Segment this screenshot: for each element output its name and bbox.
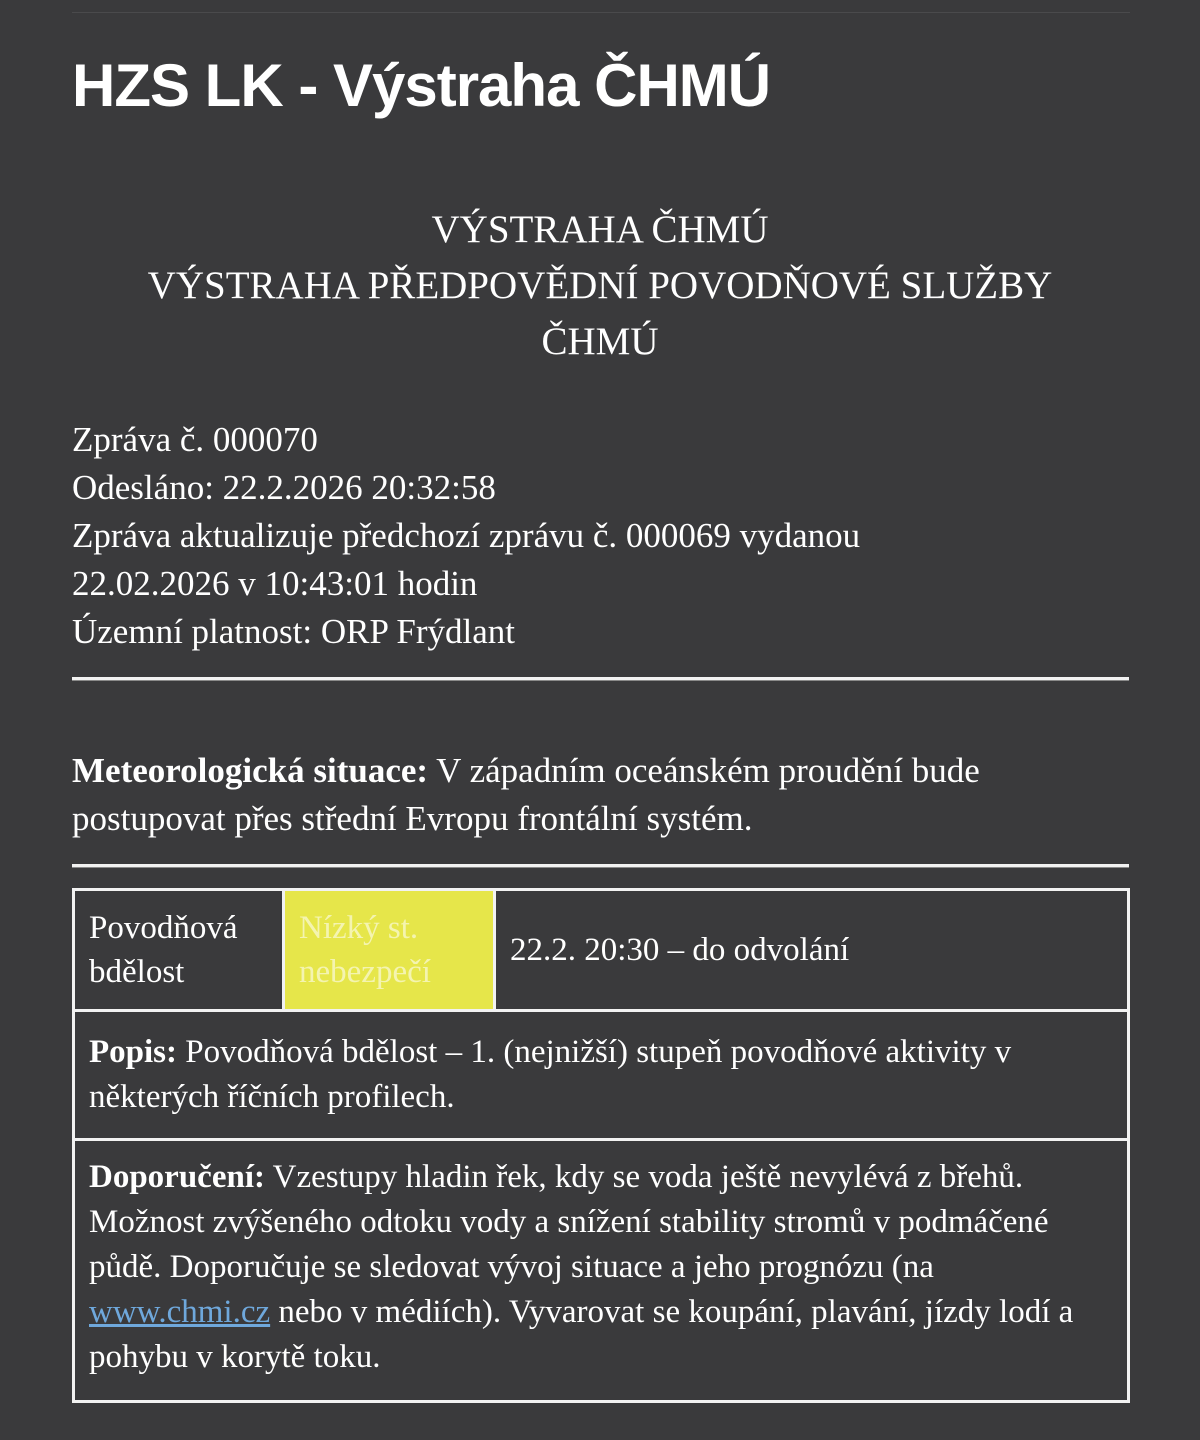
top-divider — [72, 12, 1130, 13]
document-title-line-1: VÝSTRAHA ČHMÚ — [431, 208, 769, 251]
validity-period: 22.2. 20:30 – do odvolání — [510, 932, 850, 968]
territorial-validity: Územní platnost: ORP Frýdlant — [72, 612, 515, 651]
description-label: Popis: — [89, 1034, 178, 1070]
meteorological-situation — [72, 747, 1132, 843]
warning-type: Povodňová bdělost — [89, 910, 238, 990]
warning-type-cell — [75, 891, 285, 1009]
validity-cell — [496, 891, 1127, 1009]
document-title-line-3: ČHMÚ — [541, 320, 659, 363]
document-title-line-2: VÝSTRAHA PŘEDPOVĚDNÍ POVODŇOVÉ SLUŽBY — [147, 264, 1053, 307]
recommendation-text: Vzestupy hladin řek, kdy se voda ještě nevylévá z břehů. Možnost zvýšeného odtoku vody a snížení stability stromů v podmáčené půdě. Doporučuje se sledovat vývoj situace a jeho prognózu (na — [89, 1159, 1049, 1285]
section-divider — [72, 677, 1129, 681]
message-metadata — [72, 416, 1128, 656]
recommendation-text-continued: nebo v médiích). Vyvarovat se koupání, plavání, jízdy lodí a pohybu v korytě toku. — [89, 1294, 1074, 1375]
update-notice-line-2: 22.02.2026 v 10:43:01 hodin — [72, 564, 478, 603]
description-row — [75, 1012, 1127, 1141]
danger-level-cell — [285, 891, 496, 1009]
warning-table — [72, 888, 1130, 1403]
sent-timestamp: Odesláno: 22.2.2026 20:32:58 — [72, 468, 496, 507]
message-number: Zpráva č. 000070 — [72, 420, 318, 459]
document-title — [72, 202, 1128, 370]
chmi-website-link[interactable]: www.chmi.cz — [89, 1294, 271, 1330]
recommendation-row — [75, 1141, 1127, 1400]
warning-summary-row — [75, 891, 1127, 1012]
update-notice-line-1: Zpráva aktualizuje předchozí zprávu č. 000069 vydanou — [72, 516, 861, 555]
situation-text: V západním oceánském proudění bude postupovat přes střední Evropu frontální systém. — [72, 751, 980, 838]
situation-label: Meteorologická situace: — [72, 751, 429, 790]
page-title: HZS LK - Výstraha ČHMÚ — [72, 52, 771, 119]
description-text: Povodňová bdělost – 1. (nejnižší) stupeň povodňové aktivity v některých říčních profilech. — [89, 1034, 1012, 1115]
section-divider — [72, 864, 1129, 868]
recommendation-label: Doporučení: — [89, 1159, 265, 1195]
danger-level-badge: Nízký st. nebezpečí — [299, 910, 431, 990]
